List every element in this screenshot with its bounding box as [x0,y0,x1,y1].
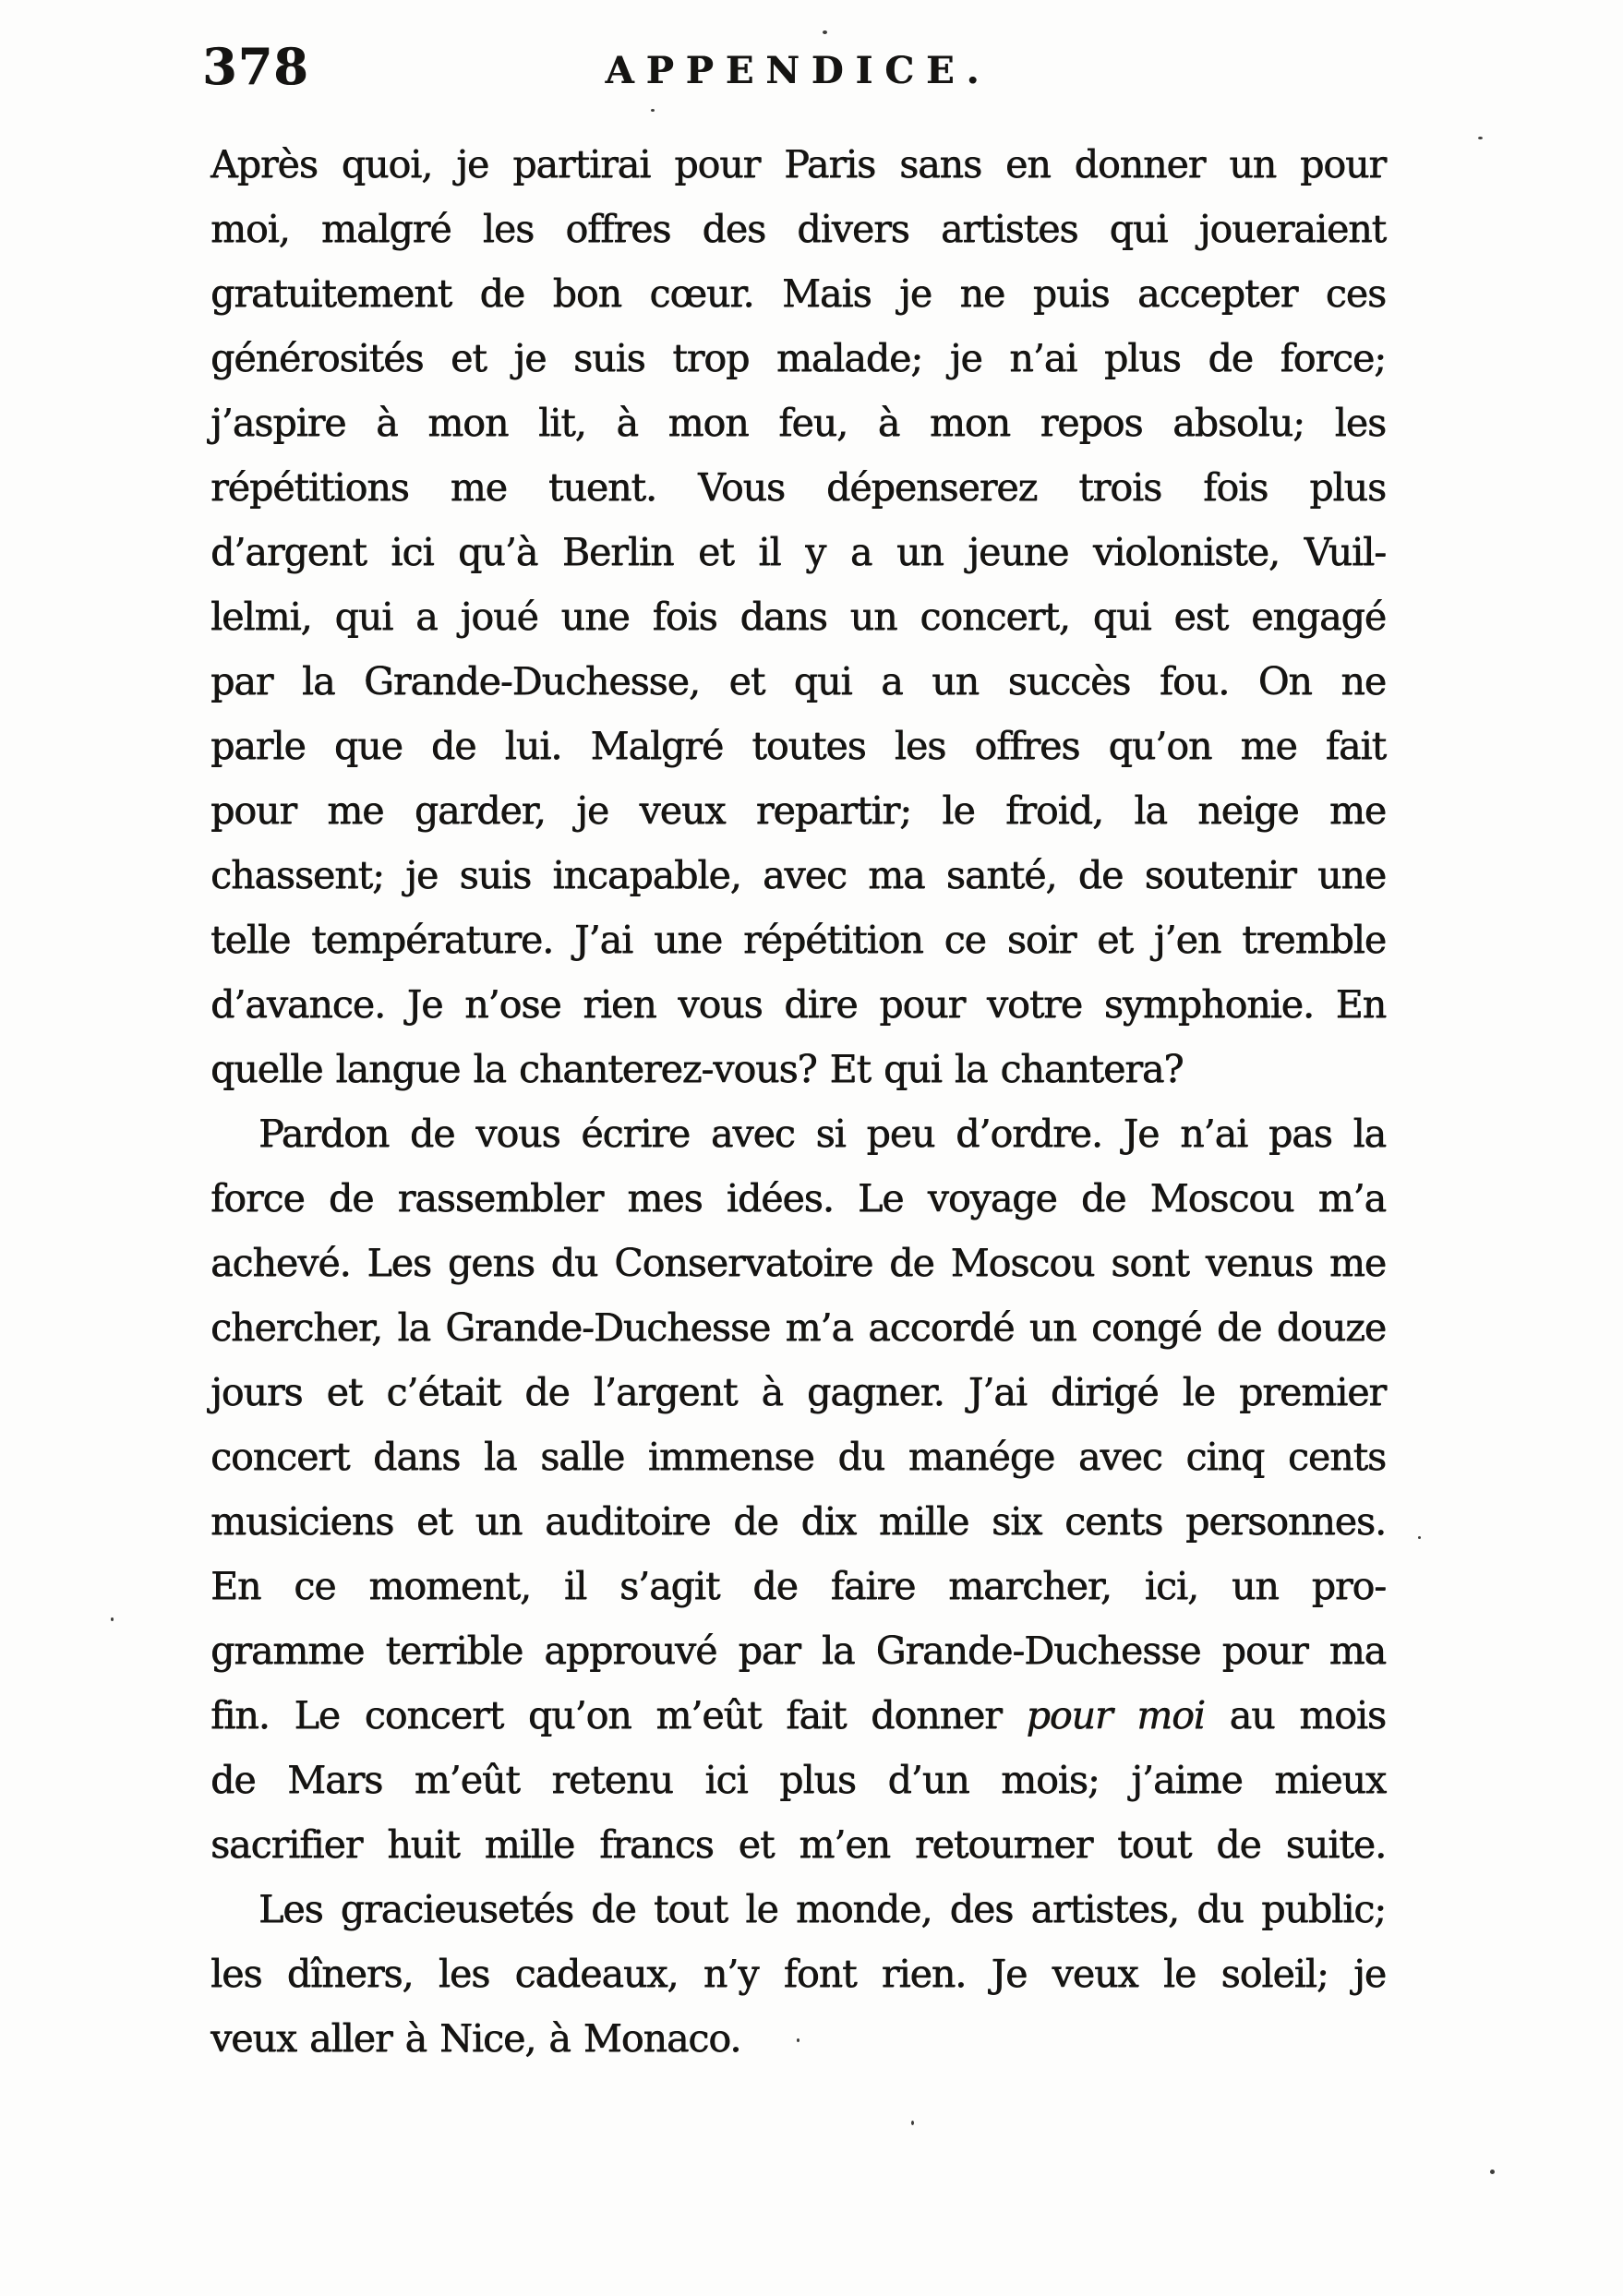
paragraph [210,1101,1386,1877]
text-line: chassent; je suis incapable, avec ma santé, de soutenir une [210,853,1386,897]
text-line: chercher, la Grande-Duchesse m’a accordé un congé de douze [210,1305,1386,1350]
text-line: sacrifier huit mille francs et m’en retourner tout de suite. [210,1822,1386,1867]
scan-speckle [1418,1536,1421,1539]
text-line: j’aspire à mon lit, à mon feu, à mon repos absolu; les [210,401,1386,445]
text-line: force de rassembler mes idées. Le voyage de Moscou m’a [210,1176,1386,1220]
text-line: gratuitement de bon cœur. Mais je ne puis accepter ces [210,271,1386,316]
text-line: parle que de lui. Malgré toutes les offres qu’on me fait [210,724,1386,768]
text-line-with-italic [210,1683,1386,1748]
scan-speckle [1478,137,1483,139]
text-line: En ce moment, il s’agit de faire marcher, ici, un pro- [210,1564,1386,1608]
text-segment: fin. Le concert qu’on m’eût fait donner [210,1693,1027,1737]
italic-phrase: pour moi [1026,1693,1205,1737]
text-line: de Mars m’eût retenu ici plus d’un mois; j’aime mieux [210,1758,1386,1802]
text-line: d’avance. Je n’ose rien vous dire pour votre symphonie. En [210,982,1386,1027]
text-line: quelle langue la chanterez-vous? Et qui la chantera? [210,1047,1184,1091]
scan-speckle [911,2121,914,2125]
scan-speckle [797,2038,799,2042]
text-line: gramme terrible approuvé par la Grande-Duchesse pour ma [210,1629,1386,1673]
paragraph [210,132,1386,1101]
text-segment: au mois [1204,1693,1386,1737]
text-line: répétitions me tuent. Vous dépenserez trois fois plus [210,465,1386,510]
text-line: achevé. Les gens du Conservatoire de Moscou sont venus me [210,1241,1386,1285]
text-line: pour me garder, je veux repartir; le froid, la neige me [210,788,1386,833]
text-line: veux aller à Nice, à Monaco. [210,2016,741,2061]
text-line: d’argent ici qu’à Berlin et il y a un jeune violoniste, Vuil- [210,530,1386,574]
text-line: générosités et je suis trop malade; je n’ai plus de force; [210,336,1386,380]
text-block [210,132,1386,2071]
scan-speckle [111,1617,114,1621]
text-line: jours et c’était de l’argent à gagner. J’ai dirigé le premier [210,1370,1386,1414]
scan-speckle [823,30,827,34]
text-line: Les gracieusetés de tout le monde, des artistes, du public; [258,1887,1386,1931]
scan-speckle [651,109,655,112]
text-line: par la Grande-Duchesse, et qui a un succès fou. On ne [210,659,1386,703]
running-title: APPENDICE. [605,49,992,92]
text-line: musiciens et un auditoire de dix mille six cents personnes. [210,1499,1386,1544]
page-number: 378 [202,37,309,96]
scan-speckle [1490,2170,1495,2174]
text-line: les dîners, les cadeaux, n’y font rien. Je veux le soleil; je [210,1952,1386,1996]
text-line: lelmi, qui a joué une fois dans un concert, qui est engagé [210,595,1386,639]
text-line: telle température. J’ai une répétition ce soir et j’en tremble [210,918,1386,962]
text-line: concert dans la salle immense du manége avec cinq cents [210,1435,1386,1479]
text-line: Après quoi, je partirai pour Paris sans en donner un pour [210,142,1386,186]
text-line: moi, malgré les offres des divers artistes qui joueraient [210,207,1386,251]
text-line: Pardon de vous écrire avec si peu d’ordre. Je n’ai pas la [258,1112,1386,1156]
